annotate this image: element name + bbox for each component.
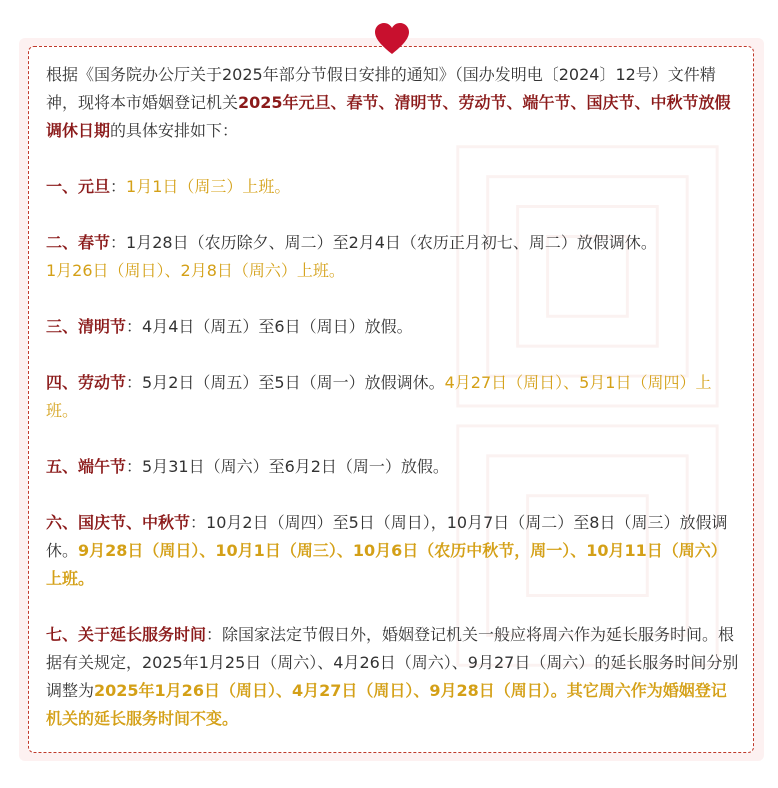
item-labor-day — [46, 369, 741, 425]
item-separator: ： — [206, 625, 223, 644]
intro-paragraph — [46, 61, 741, 145]
item-plain: 5月31日（周六）至6月2日（周一）放假。 — [142, 457, 449, 476]
intro-text-end: 的具体安排如下： — [110, 121, 239, 140]
item-spring-festival — [46, 229, 741, 285]
item-workday: 9月28日（周日）、10月1日（周三）、10月6日（农历中秋节，周一）、10月11日（周六）上班。 — [46, 541, 727, 588]
item-plain: 10月2日（周四）至5日（周日），10月7日（周二）至8日（周三）放假调休。 — [46, 513, 728, 560]
item-dragon-boat — [46, 453, 741, 481]
item-title: 四、劳动节 — [46, 373, 127, 392]
item-workday: 4月27日（周日）、5月1日（周四）上班。 — [46, 373, 712, 420]
item-plain: 4月4日（周五）至6日（周日）放假。 — [142, 317, 413, 336]
item-title: 一、元旦 — [46, 177, 111, 196]
item-separator: ： — [190, 513, 207, 532]
item-separator: ： — [110, 177, 127, 196]
item-workday: 2025年1月26日（周日）、4月27日（周日）、9月28日（周日）。其它周六作为婚姻登记机关的延长服务时间不变。 — [46, 681, 727, 728]
intro-highlight: 2025年元旦、春节、清明节、劳动节、端午节、国庆节、中秋节放假调休日期 — [46, 93, 731, 140]
item-separator: ： — [126, 317, 143, 336]
item-workday: 1月26日（周日）、2月8日（周六）上班。 — [46, 261, 345, 280]
item-title: 六、国庆节、中秋节 — [46, 513, 191, 532]
intro-text: 根据《国务院办公厅关于2025年部分节假日安排的通知》（国办发明电〔2024〕12号）文件精神，现将本市婚姻登记机关 — [46, 65, 716, 112]
notice-card — [28, 46, 754, 753]
item-separator: ： — [110, 233, 127, 252]
item-title: 二、春节 — [46, 233, 111, 252]
item-plain: 1月28日（农历除夕、周二）至2月4日（农历正月初七、周二）放假调休。 — [126, 233, 657, 252]
item-national-midautumn — [46, 509, 741, 593]
heart-icon — [374, 22, 410, 56]
item-title: 五、端午节 — [46, 457, 127, 476]
item-title: 三、清明节 — [46, 317, 127, 336]
item-new-year — [46, 173, 741, 201]
notice-content — [46, 61, 741, 733]
item-title: 七、关于延长服务时间 — [46, 625, 207, 644]
item-qingming — [46, 313, 741, 341]
item-separator: ： — [126, 457, 143, 476]
item-plain: 5月2日（周五）至5日（周一）放假调休。 — [142, 373, 445, 392]
item-plain: 除国家法定节假日外，婚姻登记机关一般应将周六作为延长服务时间。根据有关规定，2025年1月25日（周六）、4月26日（周六）、9月27日（周六）的延长服务时间分别调整为 — [46, 625, 739, 700]
item-workday: 1月1日（周三）上班。 — [126, 177, 291, 196]
item-separator: ： — [126, 373, 143, 392]
item-extended-service — [46, 621, 741, 733]
